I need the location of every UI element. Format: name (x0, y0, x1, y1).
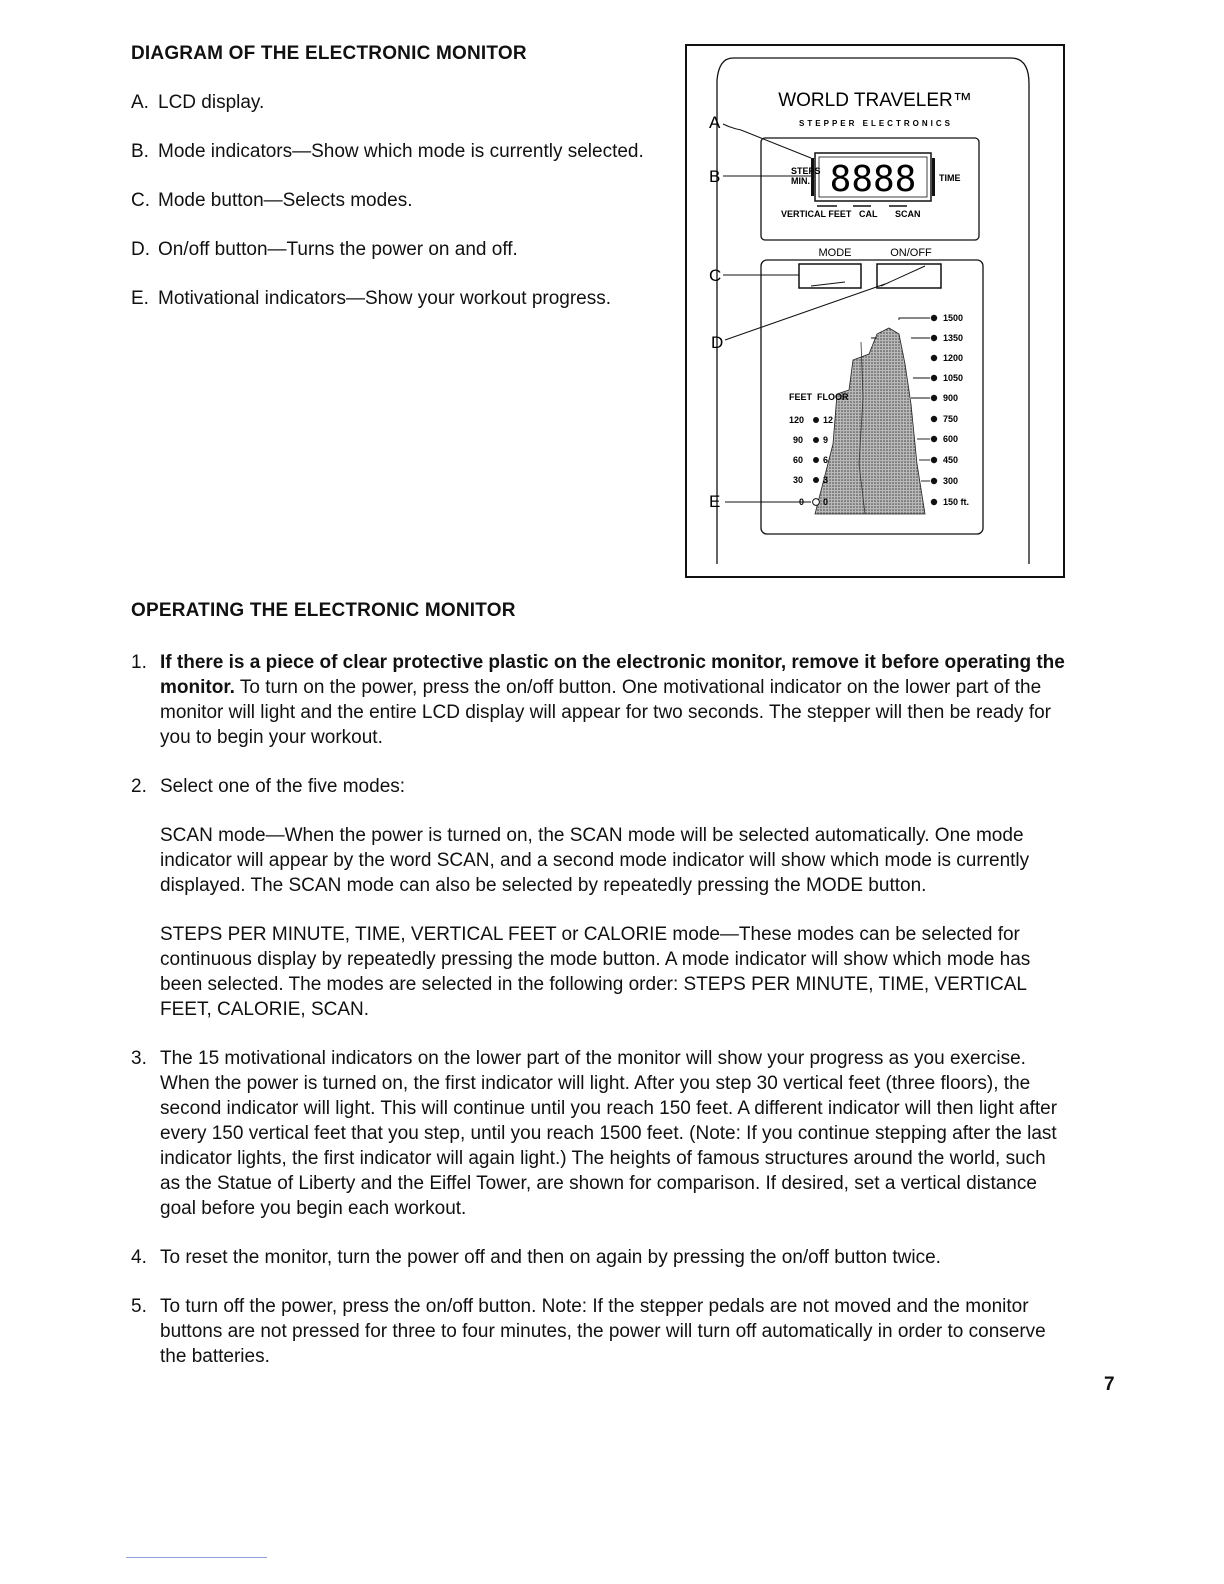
left-floor: 3 (823, 475, 829, 485)
indicator-dot (813, 437, 819, 443)
indicator-dot (931, 499, 937, 505)
step-2 (131, 774, 1071, 1022)
other-modes-paragraph: STEPS PER MINUTE, TIME, VERTICAL FEET or CALORIE mode—These modes can be selected for continuous display by repeatedly pressing the mode button. A mode indicator will show which mode has been selected. The modes are selected in the following order: STEPS PER MINUTE, TIME, VERTICAL FEET, CALORIE, SCAN. (160, 924, 1031, 1020)
left-floor: 6 (823, 455, 829, 465)
indicator-dot (931, 436, 937, 442)
step-body: To turn off the power, press the on/off button. Note: If the stepper pedals are not moved and the monitor buttons are not pressed for three to four minutes, the power will turn off automatically in order to conserve the batteries. (160, 1296, 1046, 1367)
indicator-dot (931, 335, 937, 341)
callout-e: E (709, 492, 721, 511)
legend-text: Mode indicators—Show which mode is currently selected. (158, 141, 644, 162)
mode-indicator-time (932, 158, 935, 196)
left-feet: 120 (789, 415, 805, 425)
step-text: To turn on the power, press the on/off button. One motivational indicator on the lower part of the monitor will light and the entire LCD display will appear for two seconds. The stepper will then be ready for you to begin your workout. (160, 677, 1051, 748)
indicator-dot (931, 457, 937, 463)
indicator-dot (813, 477, 819, 483)
left-floor: 0 (823, 497, 829, 507)
step-body: The 15 motivational indicators on the lower part of the monitor will show your progress as you exercise. When the power is turned on, the first indicator will light. After you step 30 vertical feet (three floors), the second indicator will light. This will continue until you reach 150 feet. A different indicator will then light after every 150 vertical feet that you step, until you reach 1500 feet. (Note: If you continue stepping after the last indicator lights, the first indicator will again light.) The heights of famous structures around the world, such as the Statue of Liberty and the Eiffel Tower, are shown for comparison. If desired, set a vertical distance goal before you begin each workout. (160, 1048, 1058, 1219)
legend-text: On/off button—Turns the power on and off. (158, 239, 518, 260)
diagram-heading: DIAGRAM OF THE ELECTRONIC MONITOR (131, 43, 527, 64)
footer-mark (126, 1557, 267, 1558)
indicator-dot (931, 478, 937, 484)
legend-text: Motivational indicators—Show your workout progress. (158, 288, 612, 309)
brand-subtitle: STEPPER ELECTRONICS (799, 119, 953, 128)
legend-item-c (131, 188, 651, 213)
step-number: 5. (131, 1296, 147, 1317)
step-body: To reset the monitor, turn the power off and then on again by pressing the on/off button twice. (160, 1247, 941, 1268)
step-warning: If there is a piece of clear protective plastic on the electronic monitor, remove it before operating the monitor. (160, 652, 1065, 698)
left-floor: 9 (823, 435, 829, 445)
lcd-label-min: MIN. (791, 176, 810, 186)
indicator-dot (931, 416, 937, 422)
legend-text: LCD display. (158, 92, 265, 113)
step-number: 3. (131, 1048, 147, 1069)
step-5 (131, 1294, 1071, 1369)
legend-item-b (131, 139, 651, 164)
indicator-dot-lit (813, 499, 820, 506)
legend-letter: D. (131, 239, 150, 260)
step-body (160, 774, 1071, 1022)
legend-item-a (131, 90, 651, 115)
legend-letter: B. (131, 141, 149, 162)
mode-button[interactable] (799, 264, 861, 288)
floor-header: FLOOR (817, 392, 849, 402)
scale-label: 900 (943, 393, 959, 403)
step-1 (131, 650, 1071, 750)
scale-label: 450 (943, 455, 959, 465)
indicator-dot (813, 417, 819, 423)
indicator-dot (931, 315, 937, 321)
lcd-label-scan: SCAN (895, 209, 921, 219)
callout-b: B (709, 167, 721, 186)
lcd-label-steps: STEPS (791, 166, 821, 176)
diagram-legend (131, 90, 651, 335)
left-feet: 0 (799, 497, 805, 507)
left-feet: 60 (793, 455, 804, 465)
lcd-label-cal: CAL (859, 209, 878, 219)
step-4 (131, 1245, 1071, 1270)
legend-letter: A. (131, 92, 149, 113)
callout-d: D (711, 333, 724, 352)
onoff-button[interactable] (877, 264, 941, 288)
scale-label: 1350 (943, 333, 964, 343)
mode-indicator-steps (811, 158, 814, 196)
scale-label: 750 (943, 414, 959, 424)
brand-name: WORLD TRAVELER™ (778, 90, 972, 111)
step-3 (131, 1046, 1071, 1221)
scale-label: 300 (943, 476, 959, 486)
left-feet: 30 (793, 475, 804, 485)
scale-label: 600 (943, 434, 959, 444)
lcd-label-time: TIME (939, 173, 961, 183)
step-number: 4. (131, 1247, 147, 1268)
lcd-label-vertical-feet: VERTICAL FEET (781, 209, 852, 219)
step-body (160, 650, 1071, 750)
feet-header: FEET (789, 392, 813, 402)
scale-label: 150 ft. (943, 497, 970, 507)
page-number: 7 (1104, 1374, 1115, 1395)
left-floor: 12 (823, 415, 834, 425)
lcd-digits: 8888 (829, 159, 917, 200)
scale-label: 1500 (943, 313, 964, 323)
scale-label: 1200 (943, 353, 964, 363)
legend-text: Mode button—Selects modes. (158, 190, 413, 211)
legend-letter: C. (131, 190, 150, 211)
step-number: 1. (131, 652, 147, 673)
callout-c: C (709, 266, 722, 285)
onoff-button-label: ON/OFF (890, 247, 932, 259)
indicator-dot (813, 457, 819, 463)
step-number: 2. (131, 776, 147, 797)
step-paragraph: Select one of the five modes: (160, 776, 406, 797)
legend-item-d (131, 237, 651, 262)
indicator-dot (931, 375, 937, 381)
indicator-dot (931, 355, 937, 361)
operating-steps (131, 650, 1071, 1393)
mode-button-label: MODE (818, 247, 852, 259)
indicator-dot (931, 395, 937, 401)
monitor-svg (685, 44, 1065, 578)
scale-label: 1050 (943, 373, 964, 383)
callout-a: A (709, 113, 721, 132)
legend-letter: E. (131, 288, 149, 309)
scan-mode-paragraph: SCAN mode—When the power is turned on, the SCAN mode will be selected automatically. One mode indicator will appear by the word SCAN, and a second mode indicator will show which mode is currently displayed. The SCAN mode can also be selected by repeatedly pressing the MODE button. (160, 825, 1030, 896)
operating-heading: OPERATING THE ELECTRONIC MONITOR (131, 600, 516, 621)
electronic-monitor-diagram (685, 44, 1065, 578)
left-feet: 90 (793, 435, 804, 445)
legend-item-e (131, 286, 651, 311)
